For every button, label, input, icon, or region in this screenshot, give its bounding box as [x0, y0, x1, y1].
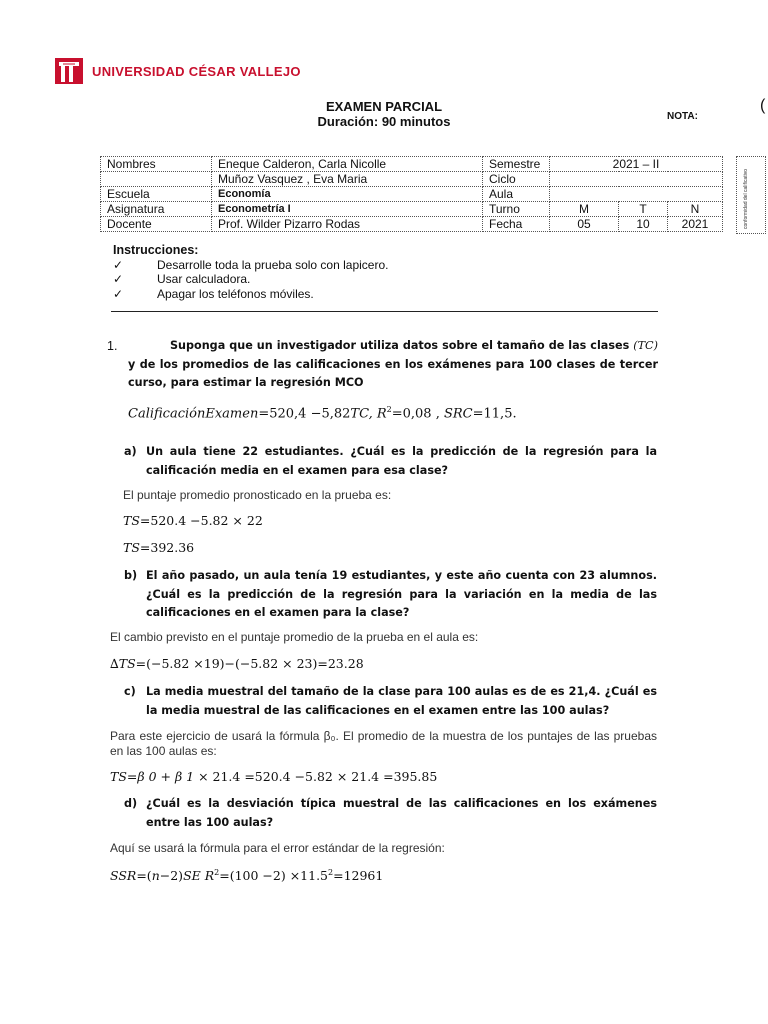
part-label: c) [124, 685, 136, 698]
part-label: d) [124, 797, 138, 810]
part-a-eq1 [123, 513, 263, 528]
part-b-answer: El cambio previsto en el puntaje promedio de la prueba en el aula es: [110, 630, 479, 644]
ssr-symbol: SSR [110, 868, 137, 884]
instruction-text: Apagar los teléfonos móviles. [157, 286, 314, 301]
eq-text: =( [136, 868, 152, 884]
eq-r-sup: 2 [386, 405, 392, 414]
list-item [113, 287, 388, 302]
ciclo-label: Ciclo [483, 172, 550, 187]
nombres-label: Nombres [101, 157, 212, 172]
university-logo [54, 56, 301, 86]
nombres-value-2: Muñoz Vasquez , Eva Maria [212, 172, 483, 187]
beta-terms: =β 0 + β 1 [126, 769, 195, 784]
part-a-eq2 [123, 540, 194, 555]
part-b-question [124, 567, 657, 623]
list-item [113, 258, 388, 273]
signature-strip [736, 156, 766, 234]
ciclo-value [550, 172, 723, 187]
table-row [101, 187, 723, 202]
ucv-shield-icon [54, 56, 84, 86]
part-label: b) [124, 569, 138, 582]
ts-symbol: TS [123, 540, 140, 555]
part-a-question [124, 443, 657, 480]
turno-t: T [619, 202, 668, 217]
fecha-month: 10 [619, 217, 668, 232]
eq-tc: TC [350, 406, 369, 422]
escuela-value: Economía [212, 187, 483, 202]
instruction-text: Desarrolle toda la prueba solo con lapicero. [157, 257, 389, 272]
eq-text: =12961 [333, 868, 384, 884]
part-question: El año pasado, un aula tenía 19 estudiantes, y este año cuenta con 23 alumnos. ¿Cuál es la predicción de la regresión para la variación en la media de las calificaciones en el examen para la clase? [146, 569, 657, 619]
divider [111, 311, 658, 312]
eq-text: × 21.4 =520.4 −5.82 × 21.4 =395.85 [194, 769, 438, 784]
part-a-answer: El puntaje promedio pronosticado en la prueba es: [123, 488, 392, 502]
nombres-value-1: Eneque Calderon, Carla Nicolle [212, 157, 483, 172]
fecha-day: 05 [550, 217, 619, 232]
eq-text: =392.36 [139, 540, 195, 555]
sup: 2 [214, 868, 220, 877]
check-icon: ✓ [113, 286, 124, 301]
eq-src-val: =11,5. [472, 406, 517, 422]
aula-value [550, 187, 723, 202]
part-question: ¿Cuál es la desviación típica muestral de las calificaciones en los exámenes entre las 100 aulas? [146, 797, 657, 829]
exam-title-block [0, 99, 768, 129]
semestre-label: Semestre [483, 157, 550, 172]
part-d-question [124, 795, 657, 832]
list-item [113, 272, 388, 287]
asignatura-value: Econometría I [212, 202, 483, 217]
asignatura-label: Asignatura [101, 202, 212, 217]
eq-lhs: CalificaciónExamen [128, 406, 259, 422]
tc-symbol: (TC) [633, 339, 658, 352]
question-1-part-b: y de los promedios de las calificaciones en los exámenes para 100 clases de tercer curso, para estimar la regresión MCO [128, 357, 658, 389]
table-row [101, 172, 723, 187]
question-number: 1. [107, 339, 118, 353]
instructions [113, 243, 388, 301]
aula-label: Aula [483, 187, 550, 202]
part-c-answer: Para este ejercicio de usará la fórmula β₀. El promedio de la muestra de los puntajes de las pruebas en las 100 aulas es: [110, 729, 657, 758]
part-label: a) [124, 445, 137, 458]
docente-label: Docente [101, 217, 212, 232]
turno-label: Turno [483, 202, 550, 217]
ts-symbol: TS [118, 656, 136, 671]
fecha-label: Fecha [483, 217, 550, 232]
exam-title: EXAMEN PARCIAL [325, 99, 443, 114]
eq-text: =520.4 −5.82 × 22 [139, 513, 263, 528]
table-row [101, 202, 723, 217]
exam-duration: Duración: 90 minutos [317, 114, 451, 129]
instructions-heading: Instrucciones: [113, 243, 199, 257]
turno-m: M [550, 202, 619, 217]
se-symbol: SE R [183, 868, 215, 884]
fecha-year: 2021 [668, 217, 723, 232]
check-icon: ✓ [113, 272, 124, 286]
side-strip-text: conformidad del calificativo [743, 168, 749, 229]
part-d-answer: Aquí se usará la fórmula para el error estándar de la regresión: [110, 841, 445, 855]
ts-symbol: TS [123, 513, 140, 528]
question-1-part-a: Suponga que un investigador utiliza datos sobre el tamaño de las clases [170, 339, 630, 352]
eq-mid: =520,4 −5,82 [258, 406, 351, 422]
table-row [101, 157, 723, 172]
delta-symbol: ∆ [110, 656, 119, 671]
grade-bracket: ( [760, 97, 766, 114]
escuela-label: Escuela [101, 187, 212, 202]
semestre-value: 2021 – II [550, 157, 723, 172]
part-d-eq [110, 868, 383, 883]
check-icon: ✓ [113, 257, 124, 272]
table-row [101, 217, 723, 232]
eq-src: SRC [443, 406, 473, 422]
part-c-eq [110, 769, 437, 784]
nota-label: NOTA: [667, 111, 698, 122]
turno-n: N [668, 202, 723, 217]
part-c-question [124, 683, 657, 720]
eq-text: =(−5.82 ×19)−(−5.82 × 23)=23.28 [135, 656, 364, 671]
question-1-text [128, 337, 658, 393]
instruction-text: Usar calculadora. [157, 272, 251, 286]
student-info-table [100, 156, 723, 232]
regression-equation [128, 405, 517, 421]
eq-r: , R [368, 406, 387, 422]
eq-r-val: =0,08 , [391, 406, 444, 422]
ts-symbol: TS [110, 769, 127, 784]
part-question: Un aula tiene 22 estudiantes. ¿Cuál es la predicción de la regresión para la calificación media en el examen para esa clase? [146, 445, 657, 477]
university-name: UNIVERSIDAD CÉSAR VALLEJO [92, 63, 301, 79]
sup: 2 [328, 868, 334, 877]
docente-value: Prof. Wilder Pizarro Rodas [212, 217, 483, 232]
part-question: La media muestral del tamaño de la clase para 100 aulas es de es 21,4. ¿Cuál es la media muestral de las calificaciones en el examen entre las 100 aulas? [146, 685, 657, 717]
n-symbol: n [151, 868, 160, 884]
part-b-eq [110, 656, 364, 671]
eq-text: −2) [159, 868, 184, 884]
eq-text: =(100 −2) ×11.5 [219, 868, 328, 884]
